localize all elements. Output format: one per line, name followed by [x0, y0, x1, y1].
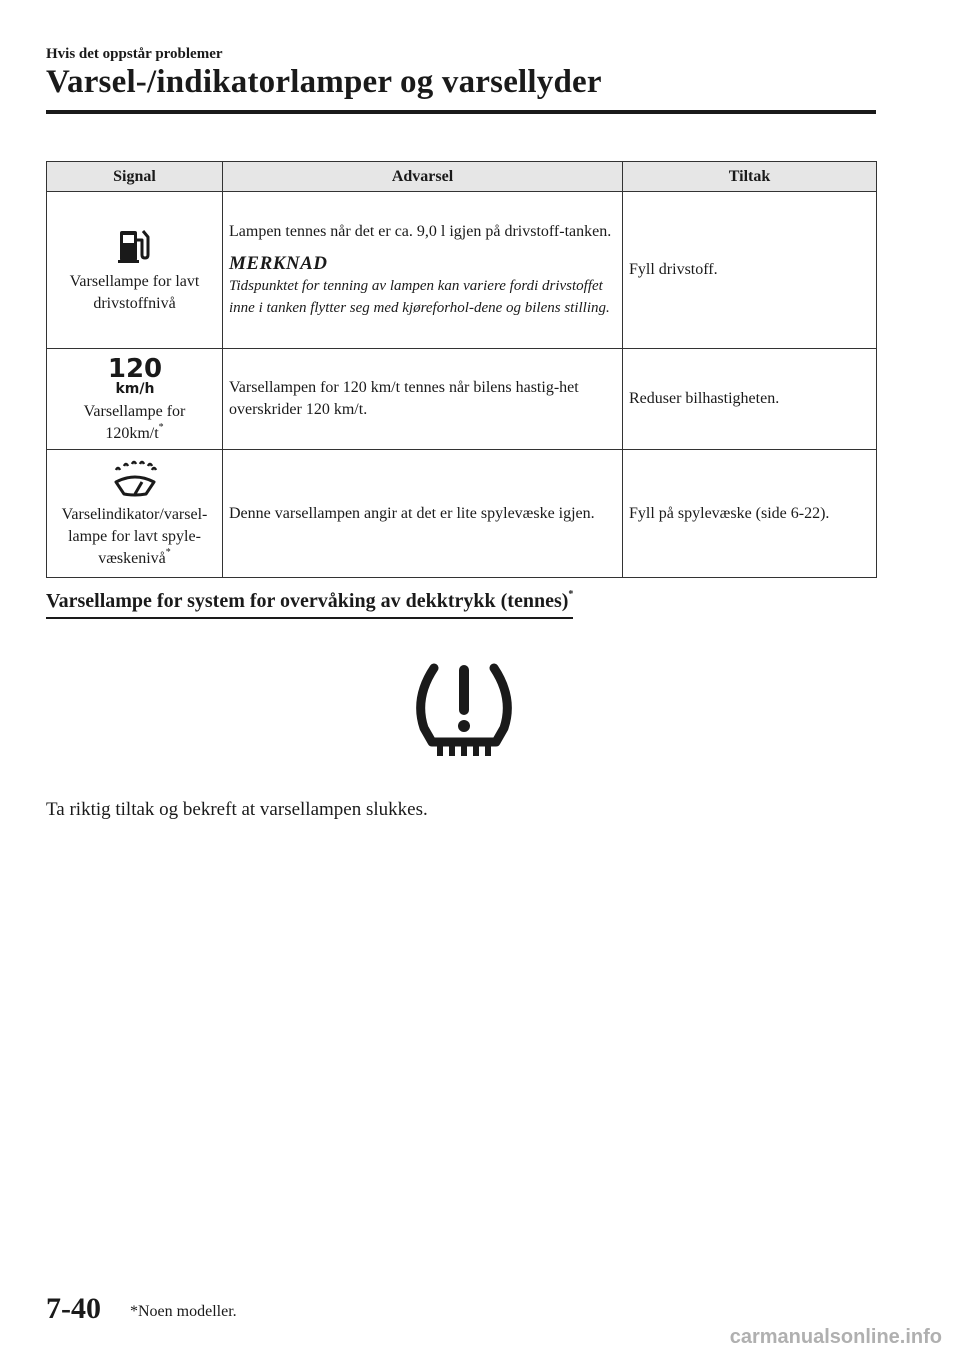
column-header-action: Tiltak — [623, 162, 877, 192]
page-title: Varsel-/indikatorlamper og varsellyder — [46, 64, 602, 100]
warning-cell — [223, 450, 623, 578]
warning-cell — [223, 192, 623, 349]
washer-fluid-icon — [110, 458, 160, 498]
table-row — [47, 192, 877, 349]
speed-icon-unit: km/h — [115, 381, 154, 395]
tpms-heading-text: Varsellampe for system for overvåking av dekktrykk (tennes) — [46, 590, 569, 612]
signal-cell — [47, 192, 223, 349]
tpms-body-text: Ta riktig tiltak og bekreft at varsellampen slukkes. — [46, 799, 428, 820]
watermark: carmanualsonline.info — [729, 1326, 942, 1348]
footnote-star: * — [568, 589, 574, 600]
page-number: 7-40 — [46, 1292, 101, 1325]
column-header-warning: Advarsel — [223, 162, 623, 192]
action-text: Fyll på spylevæske (side 6-22). — [629, 504, 830, 522]
table-row — [47, 450, 877, 578]
tpms-heading — [46, 590, 573, 619]
warning-text: Varsellampen for 120 km/t tennes når bilens hastig-het overskrider 120 km/t. — [229, 379, 579, 418]
speed-icon-number: 120 — [107, 354, 162, 384]
signal-cell — [47, 450, 223, 578]
note-text: Tidspunktet for tenning av lampen kan variere fordi drivstoffet inne i tanken flytter seg med kjøreforhol-dene og bilens stilling. — [229, 278, 610, 316]
warning-text: Denne varsellampen angir at det er lite spylevæske igjen. — [229, 504, 595, 522]
warning-lamp-table — [46, 161, 877, 578]
speed-120-icon — [107, 353, 163, 395]
signal-label: Varselindikator/varsel-lampe for lavt spyle-væskenivå — [61, 505, 208, 567]
section-label: Hvis det oppstår problemer — [46, 46, 223, 62]
signal-label: Varsellampe for 120km/t — [83, 403, 186, 442]
table-header-row — [47, 162, 877, 192]
title-divider — [46, 110, 876, 114]
signal-label: Varsellampe for lavt drivstoffnivå — [69, 273, 200, 312]
column-header-signal: Signal — [47, 162, 223, 192]
footnote: *Noen modeller. — [130, 1303, 237, 1320]
action-text: Fyll drivstoff. — [629, 261, 718, 278]
action-text: Reduser bilhastigheten. — [629, 390, 780, 407]
fuel-pump-icon — [115, 225, 155, 265]
action-cell — [623, 349, 877, 450]
warning-cell — [223, 349, 623, 450]
action-cell — [623, 192, 877, 349]
note-title: MERKNAD — [229, 253, 328, 274]
action-cell — [623, 450, 877, 578]
tire-pressure-warning-icon — [412, 662, 516, 758]
table-row — [47, 349, 877, 450]
footnote-star: * — [165, 546, 171, 558]
footnote-star: * — [158, 422, 164, 433]
signal-cell — [47, 349, 223, 450]
warning-text: Lampen tennes når det er ca. 9,0 l igjen på drivstoff-tanken. — [229, 223, 612, 240]
